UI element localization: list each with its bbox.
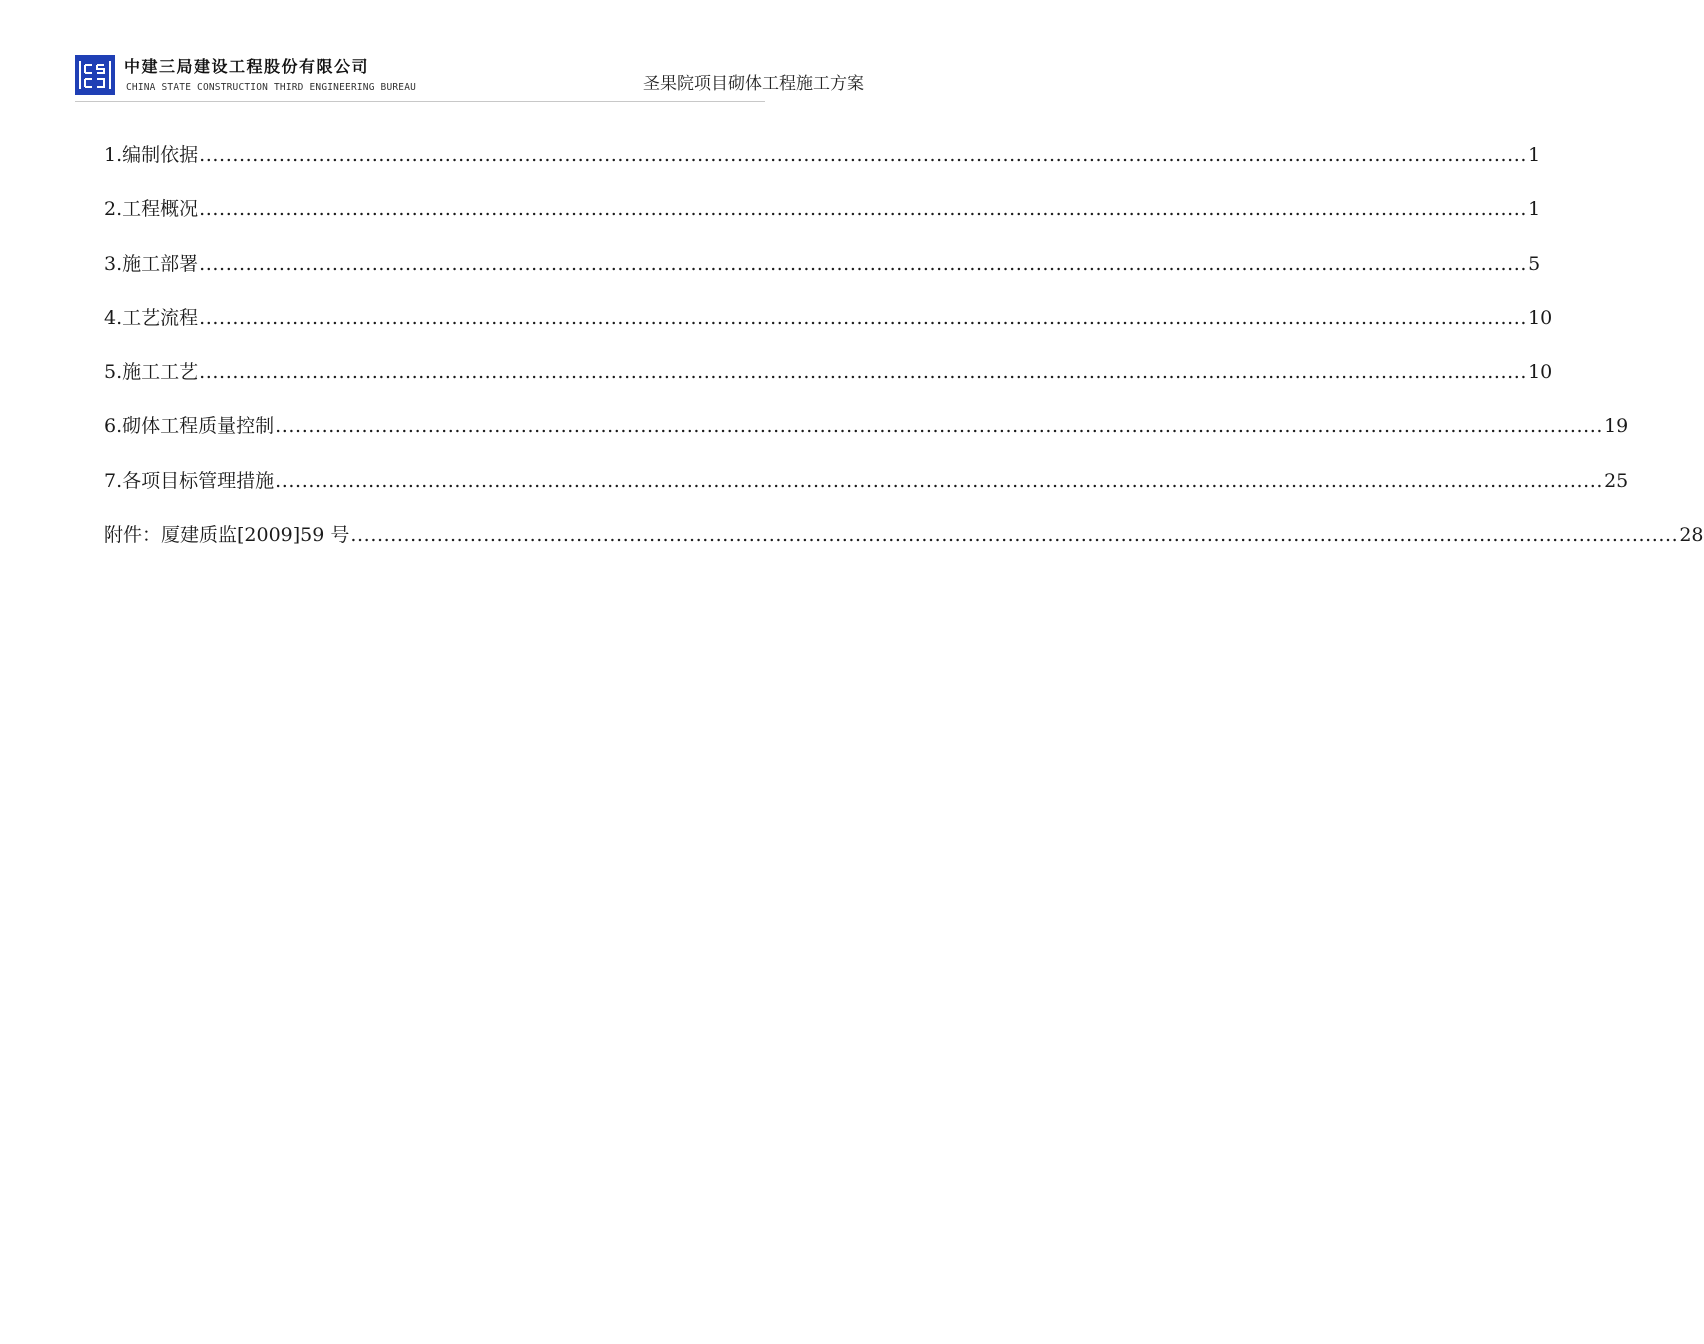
toc-entry-label: 6.砌体工程质量控制: [104, 415, 275, 438]
toc-entry-label: 5.施工工艺: [104, 361, 199, 384]
company-name-cn: 中建三局建设工程股份有限公司: [124, 57, 370, 76]
toc-entry-page-number: 10: [1528, 361, 1553, 384]
toc-entry[interactable]: [104, 192, 1541, 246]
table-of-contents: [104, 138, 1704, 572]
toc-entry-label: 3.施工部署: [104, 252, 199, 275]
company-name-en: CHINA STATE CONSTRUCTION THIRD ENGINEERING BUREAU: [126, 82, 417, 93]
toc-entry-page-number: 1: [1528, 198, 1541, 221]
toc-entry-page-number: 28: [1679, 524, 1704, 547]
toc-dot-leader: ........................................................................................................................................................................................................: [199, 198, 1528, 221]
toc-entry-label: 4.工艺流程: [104, 306, 199, 329]
page-header: [0, 0, 950, 110]
toc-dot-leader: ........................................................................................................................................................................................................: [275, 469, 1604, 492]
toc-entry[interactable]: [104, 301, 1553, 355]
toc-entry-page-number: 10: [1528, 306, 1553, 329]
toc-entry[interactable]: [104, 464, 1629, 518]
toc-dot-leader: ........................................................................................................................................................................................................: [199, 252, 1528, 275]
toc-entry-label: 2.工程概况: [104, 198, 199, 221]
toc-entry-page-number: 5: [1528, 252, 1541, 275]
document-title: 圣果院项目砌体工程施工方案: [643, 74, 864, 94]
toc-dot-leader: ........................................................................................................................................................................................................: [199, 361, 1528, 384]
toc-entry-page-number: 1: [1528, 144, 1541, 166]
toc-entry-label: 1.编制依据: [104, 144, 199, 166]
toc-dot-leader: ........................................................................................................................................................................................................: [199, 306, 1528, 329]
toc-entry-label: 7.各项目标管理措施: [104, 469, 275, 492]
toc-entry-page-number: 19: [1604, 415, 1629, 438]
toc-entry[interactable]: [104, 355, 1553, 409]
toc-entry[interactable]: [104, 409, 1629, 463]
toc-dot-leader: ........................................................................................................................................................................................................: [275, 415, 1604, 438]
cscec-logo-icon: [75, 55, 115, 95]
toc-dot-leader: ........................................................................................................................................................................................................: [350, 524, 1679, 547]
toc-entry[interactable]: [104, 518, 1704, 572]
header-divider: [75, 101, 765, 102]
toc-entry-page-number: 25: [1604, 469, 1629, 492]
toc-entry[interactable]: [104, 247, 1541, 301]
toc-dot-leader: ........................................................................................................................................................................................................: [199, 144, 1528, 166]
toc-entry[interactable]: [104, 138, 1541, 192]
toc-entry-label: 附件：厦建质监[2009]59 号: [104, 524, 350, 547]
